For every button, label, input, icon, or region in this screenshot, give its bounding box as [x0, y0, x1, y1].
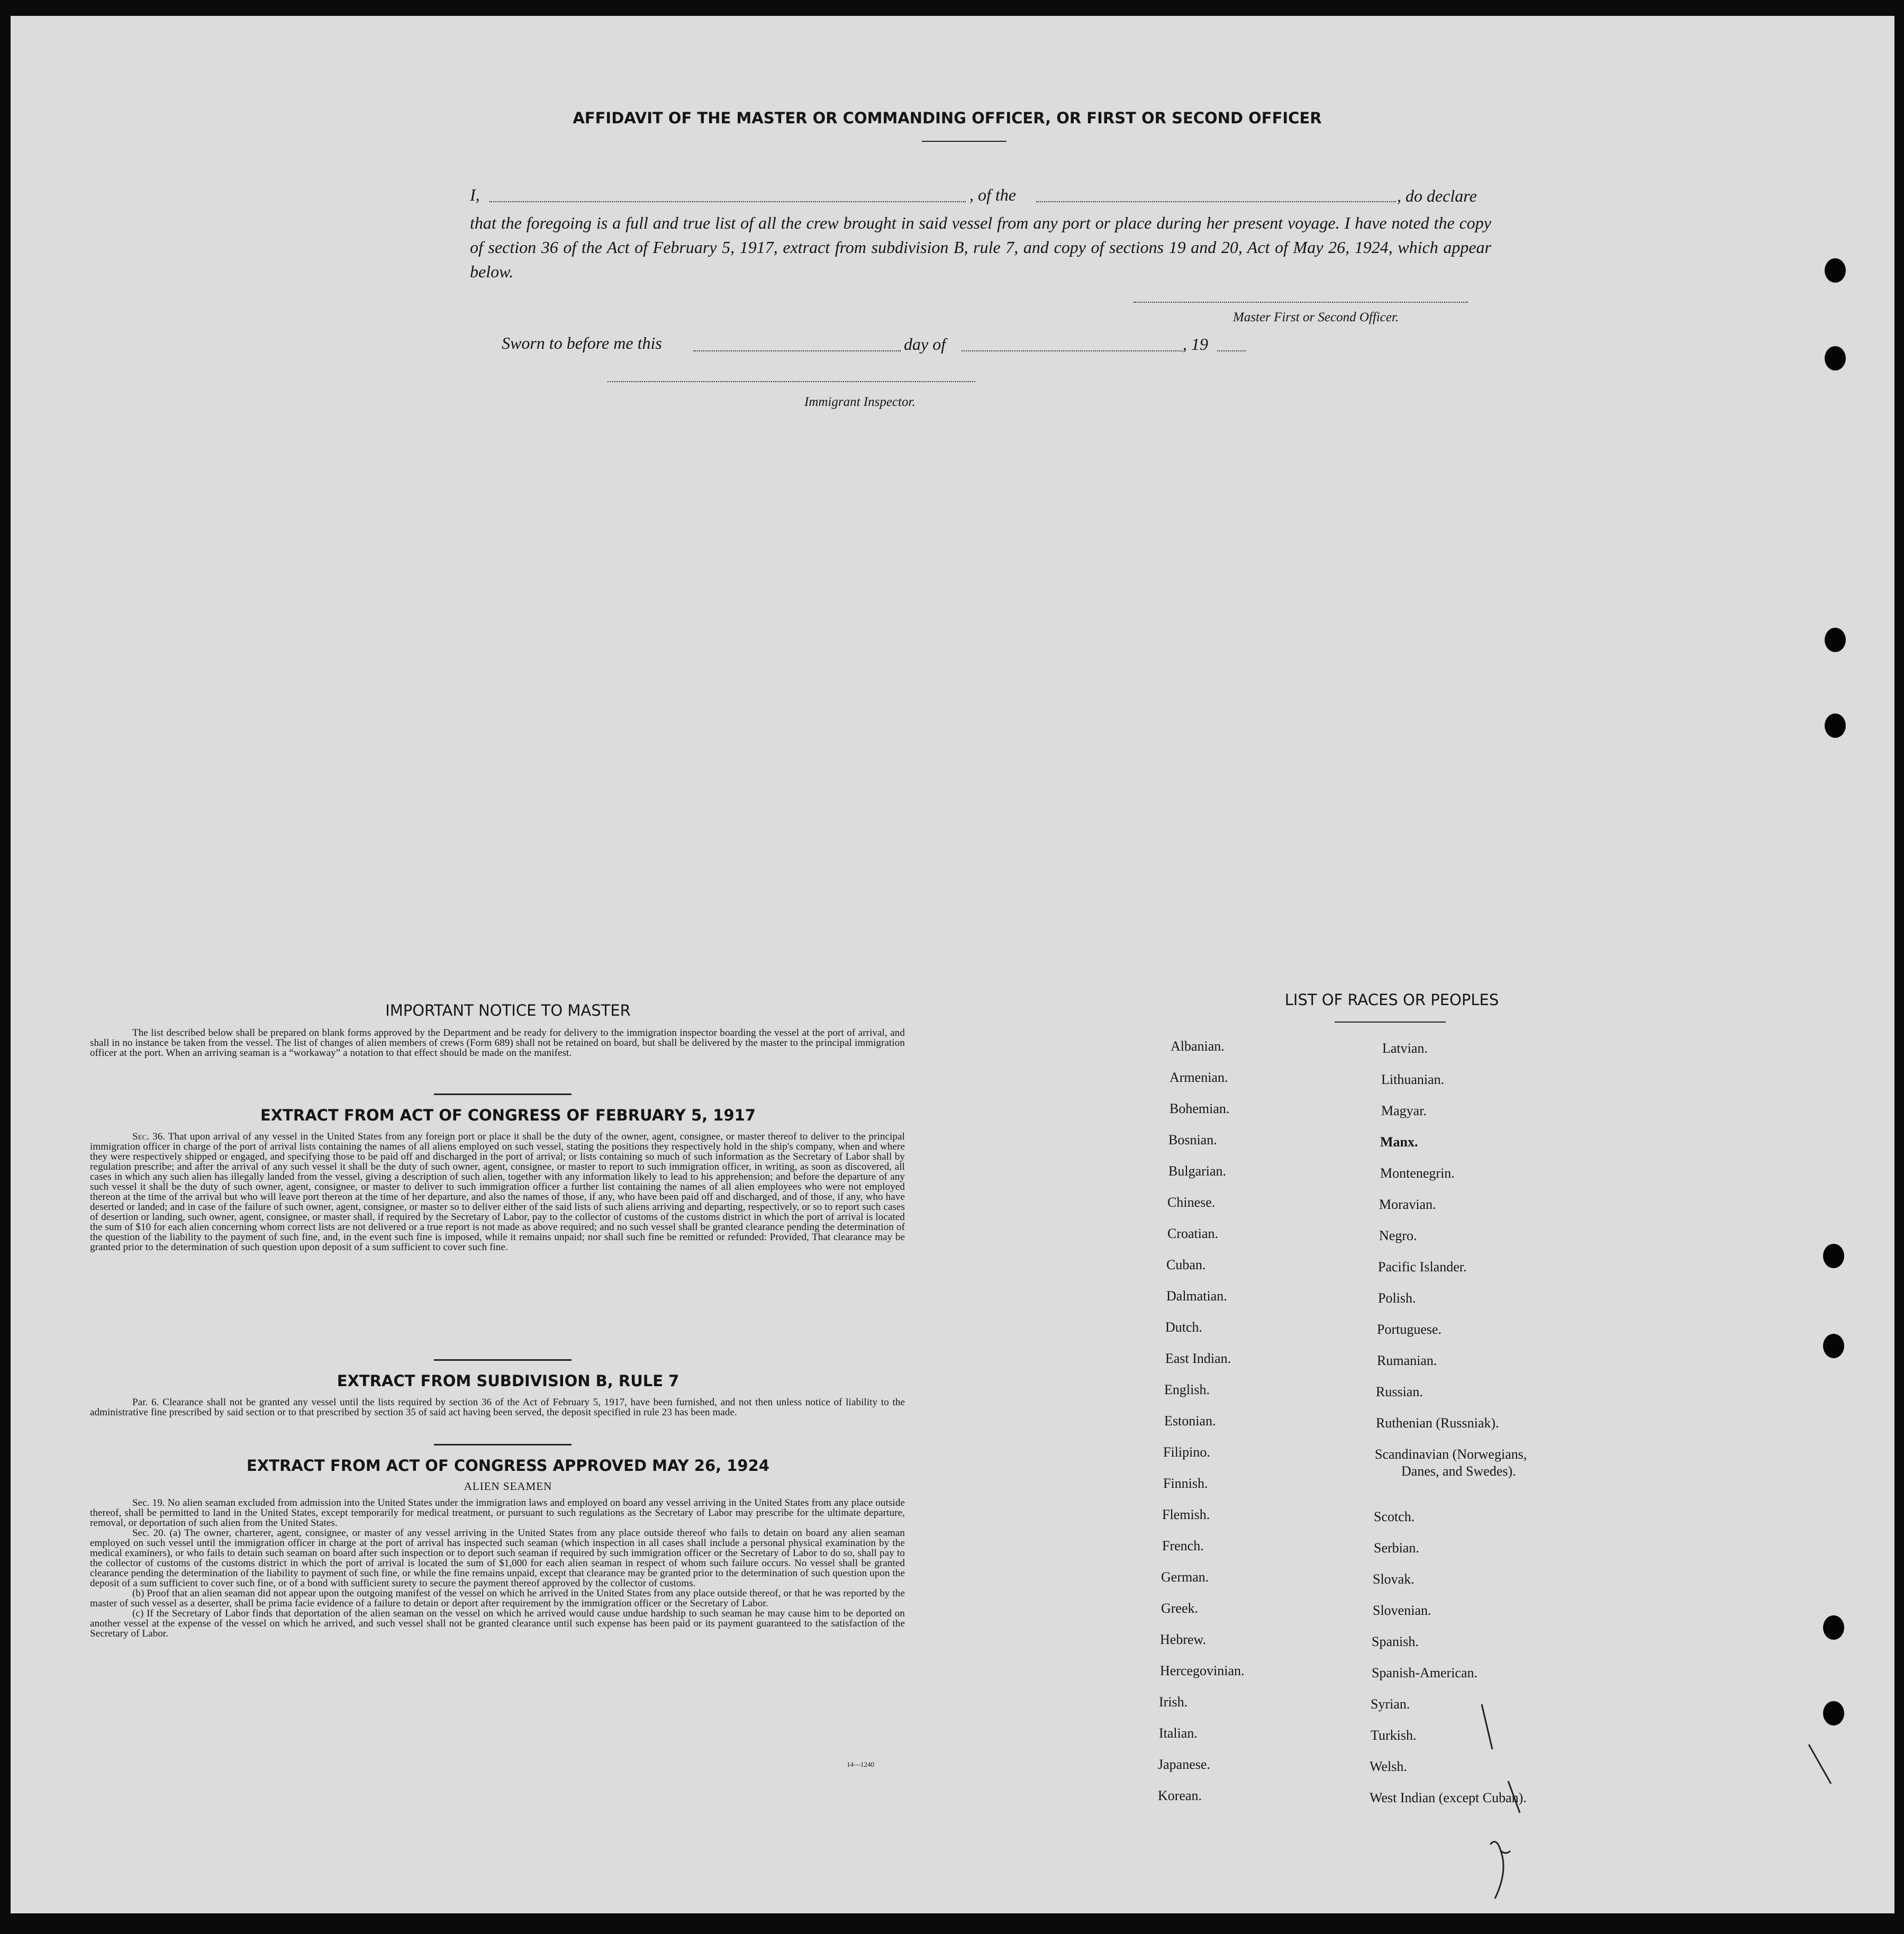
race-item: Polish.	[1378, 1290, 1416, 1306]
affidavit-title: AFFIDAVIT OF THE MASTER OR COMMANDING OFFICER, OR FIRST OR SECOND OFFICER	[573, 109, 1322, 127]
race-item: Serbian.	[1374, 1540, 1419, 1556]
race-item: Hebrew.	[1160, 1632, 1207, 1647]
extract-1924-subtitle: ALIEN SEAMEN	[464, 1480, 552, 1493]
extract-1917-divider	[434, 1359, 572, 1361]
section-36-body: That upon arrival of any vessel in the United States from any foreign port or place it shall be the duty of the owner, agent, consignee, or master thereof to deliver to the principal immigration officer in charge of the port of arrival lists containing the names of all aliens employed on such vessel, stating the positions they respectively hold in the ship's company, when and where they were respectively shipped or engaged, and specifying those to be paid off and discharged in the port of arrival; or lists containing so much of such information as the Secretary of Labor shall by regulation prescribe; and after the arrival of any such vessel it shall be the duty of such owner, agent, consignee, or master to report to such immigration officer, in writing, as soon as discovered, all cases in which any such alien has illegally landed from the vessel, giving a description of such alien, together with any information likely to lead to his apprehension; and before the departure of any such vessel it shall be the duty of such owner, agent, consignee, or master to deliver to such immigration officer a further list containing the names of all alien employees who were not employed thereon at the time of the arrival but who will leave port thereon at the time of her departure, and also the names of those, if any, who have been paid off and discharged, and of those, if any, who have deserted or landed; and in case of the failure of such owner, agent, consignee, or master so to deliver either of the said lists of such aliens arriving and departing, respectively, or so to report such cases of desertion or landing, such owner, agent, consignee, or master shall, if required by the Secretary of Labor, pay to the collector of customs of the customs district in which the port of arrival is located the sum of $10 for each alien concerning whom correct lists are not delivered or a true report is not made as above required; and no such vessel shall be granted clearance pending the determination of the question of the liability to the payment of such fine, and, in the event such fine is imposed, while it remains unpaid; nor shall such fine be remitted or refunded: Provided, That clearance may be granted prior to the determination of such question upon deposit of a sum sufficient to cover such fine.	[90, 1131, 905, 1253]
notice-title: IMPORTANT NOTICE TO MASTER	[385, 1001, 631, 1019]
punch-hole-icon	[1825, 258, 1846, 283]
master-signature-blank[interactable]	[1134, 302, 1468, 303]
race-item: Ruthenian (Russniak).	[1376, 1415, 1499, 1431]
race-item: Flemish.	[1162, 1507, 1210, 1522]
race-item: Japanese.	[1158, 1757, 1210, 1772]
race-item: Slovenian.	[1373, 1603, 1431, 1618]
race-item: Moravian.	[1379, 1197, 1436, 1212]
race-item: Scandinavian (Norwegians,	[1375, 1447, 1527, 1462]
race-item: French.	[1162, 1538, 1204, 1553]
race-item: Welsh.	[1370, 1759, 1407, 1774]
race-item: East Indian.	[1165, 1351, 1231, 1366]
section-20a: Sec. 20. (a) The owner, charterer, agent, consignee, or master of any vessel arriving in the United States from any place outside thereof who fails to detain on board any alien seaman employed on such vessel until the immigration officer in charge at the port of arrival has inspected such seaman (which inspection in all cases shall include a personal physical examination by the medical examiners), or who fails to detain such seaman on board after such inspection or to deport such seaman if required by such immigration officer or the Secretary of Labor to do so, shall pay to the collector of customs of the customs district in which the port of arrival is located the sum of $1,000 for each alien seaman in respect of whom such failure occurs. No vessel shall be granted clearance pending the determination of the liability to payment of such fine, or while the fine remains unpaid, except that clearance may be granted prior to the determination of such question upon the deposit of a sum sufficient to cover such fine, or of a bond with sufficient surety to secure the payment thereof approved by the collector of customs.	[90, 1528, 905, 1589]
race-item: Danes, and Swedes).	[1401, 1463, 1516, 1479]
affidavit-i: I,	[470, 185, 480, 204]
rule7-title: EXTRACT FROM SUBDIVISION B, RULE 7	[337, 1372, 679, 1390]
punch-hole-icon	[1825, 346, 1846, 370]
race-item: Hercegovinian.	[1160, 1663, 1245, 1678]
punch-hole-icon	[1823, 1244, 1844, 1268]
sworn-year-blank[interactable]	[1217, 350, 1246, 351]
sworn-day-blank[interactable]	[693, 350, 901, 351]
race-item: Bohemian.	[1169, 1101, 1230, 1116]
race-item: Estonian.	[1164, 1413, 1216, 1429]
race-item: English.	[1164, 1382, 1210, 1397]
race-item: Scotch.	[1374, 1509, 1415, 1524]
affidavit-do-declare: , do declare	[1397, 186, 1477, 205]
sworn-month-blank[interactable]	[962, 350, 1183, 351]
race-item: Latvian.	[1382, 1041, 1428, 1056]
race-item: Portuguese.	[1377, 1322, 1442, 1337]
affidavit-body: that the foregoing is a full and true list of all the crew brought in said vessel from any port or place during her present voyage. I have noted the copy of section 36 of the Act of February 5, 1917, extract from subdivision B, rule 7, and copy of sections 19 and 20, Act of May 26, 1924, which appear below.	[470, 213, 1491, 281]
race-item: Magyar.	[1381, 1103, 1427, 1118]
extract-1924-title: EXTRACT FROM ACT OF CONGRESS APPROVED MAY 26, 1924	[247, 1457, 769, 1475]
race-item: Spanish-American.	[1372, 1665, 1478, 1680]
race-item: Irish.	[1159, 1694, 1188, 1710]
race-item: Armenian.	[1169, 1070, 1228, 1085]
section-20c: (c) If the Secretary of Labor finds that deportation of the alien seaman on the vessel on which he arrived would cause undue hardship to such seaman he may cause him to be deported on another vessel at the expense of the vessel on which he arrived, and such vessel shall not be granted clearance until such expense has been paid or its payment guaranteed to the satisfaction of the Secretary of Labor.	[90, 1608, 905, 1639]
race-item: Bosnian.	[1168, 1132, 1217, 1147]
punch-hole-icon	[1823, 1615, 1844, 1640]
section-36-label: Sec. 36.	[132, 1131, 166, 1142]
race-item: Montenegrin.	[1380, 1165, 1455, 1181]
title-divider	[922, 141, 1007, 142]
race-item: German.	[1161, 1569, 1209, 1585]
notice-divider	[434, 1093, 572, 1095]
race-item: Manx.	[1380, 1134, 1418, 1150]
form-number: 14—1240	[847, 1760, 874, 1768]
punch-hole-icon	[1823, 1701, 1844, 1725]
race-item: West Indian (except Cuban).	[1370, 1790, 1527, 1805]
rule7-divider	[434, 1444, 572, 1445]
affidavit-of-the: , of the	[969, 185, 1016, 204]
race-item: Lithuanian.	[1381, 1072, 1445, 1087]
race-item: Syrian.	[1371, 1696, 1410, 1712]
inspector-caption: Immigrant Inspector.	[804, 395, 915, 409]
punch-hole-icon	[1825, 628, 1846, 652]
race-item: Dalmatian.	[1166, 1288, 1227, 1304]
race-item: Greek.	[1161, 1601, 1199, 1616]
day-of-label: day of	[904, 335, 946, 354]
race-item: Pacific Islander.	[1378, 1259, 1467, 1275]
race-item: Spanish.	[1372, 1634, 1419, 1649]
race-item: Turkish.	[1371, 1728, 1417, 1743]
form-sheet	[11, 16, 1894, 1913]
race-item: Croatian.	[1167, 1226, 1219, 1241]
race-item: Chinese.	[1167, 1195, 1216, 1210]
race-item: Italian.	[1159, 1725, 1198, 1741]
race-item: Russian.	[1376, 1384, 1423, 1399]
section-19: Sec. 19. No alien seaman excluded from admission into the United States under the immigration laws and employed on board any vessel arriving in the United States from any place outside thereof, shall be permitted to land in the United States, except temporarily for medical treatment, or pursuant to such regulations as the Secretary of Labor may prescribe for the ultimate departure, removal, or deportation of such alien from the United States.	[90, 1497, 905, 1529]
race-item: Bulgarian.	[1168, 1163, 1227, 1179]
race-item: Korean.	[1158, 1788, 1202, 1803]
name-blank[interactable]	[489, 201, 966, 202]
race-item: Albanian.	[1171, 1038, 1225, 1054]
section-20b: (b) Proof that an alien seaman did not appear upon the outgoing manifest of the vessel on which he arrived in the United States from any place outside thereof, or that he was reported by the master of such vessel as a deserter, shall be prima facie evidence of a failure to detain or deport after requirement by the immigration officer or the Secretary of Labor.	[90, 1588, 905, 1609]
vessel-blank[interactable]	[1036, 201, 1396, 202]
extract-1917-text	[90, 1132, 905, 1252]
race-item: Slovak.	[1373, 1571, 1415, 1587]
race-item: Rumanian.	[1377, 1353, 1437, 1368]
race-item: Cuban.	[1166, 1257, 1206, 1272]
extract-1924-text	[90, 1498, 905, 1639]
races-divider	[1335, 1022, 1446, 1023]
master-caption: Master First or Second Officer.	[1233, 310, 1399, 324]
race-item: Dutch.	[1165, 1320, 1203, 1335]
notice-body: The list described below shall be prepared on blank forms approved by the Department and be ready for delivery to the immigration inspector boarding the vessel at the port of arrival, and shall in no instance be taken from the vessel. The list of changes of alien members of crews (Form 689) shall not be retained on board, but shall be delivered by the master to the principal immigration officer at the port. When an arriving seaman is a “workaway” a notation to that effect should be made on the manifest.	[90, 1027, 905, 1059]
inspector-signature-blank[interactable]	[608, 381, 975, 382]
race-item: Finnish.	[1163, 1476, 1208, 1491]
punch-hole-icon	[1823, 1334, 1844, 1358]
year-label: , 19	[1183, 335, 1208, 354]
sworn-label: Sworn to before me this	[502, 333, 662, 353]
race-item: Negro.	[1379, 1228, 1417, 1243]
punch-hole-icon	[1825, 713, 1846, 738]
race-item: Filipino.	[1163, 1444, 1210, 1460]
extract-1917-title: EXTRACT FROM ACT OF CONGRESS OF FEBRUARY 5, 1917	[260, 1106, 756, 1124]
rule7-body: Par. 6. Clearance shall not be granted any vessel until the lists required by section 36 of the Act of February 5, 1917, have been furnished, and not then unless notice of liability to the administrative fine prescribed by said section or to that prescribed by section 35 of said act having been served, the deposit specified in rule 23 has been made.	[90, 1397, 905, 1418]
races-title: LIST OF RACES OR PEOPLES	[1284, 991, 1499, 1009]
pen-mark-icon	[1471, 1702, 1535, 1903]
pen-mark-icon	[1805, 1741, 1836, 1789]
